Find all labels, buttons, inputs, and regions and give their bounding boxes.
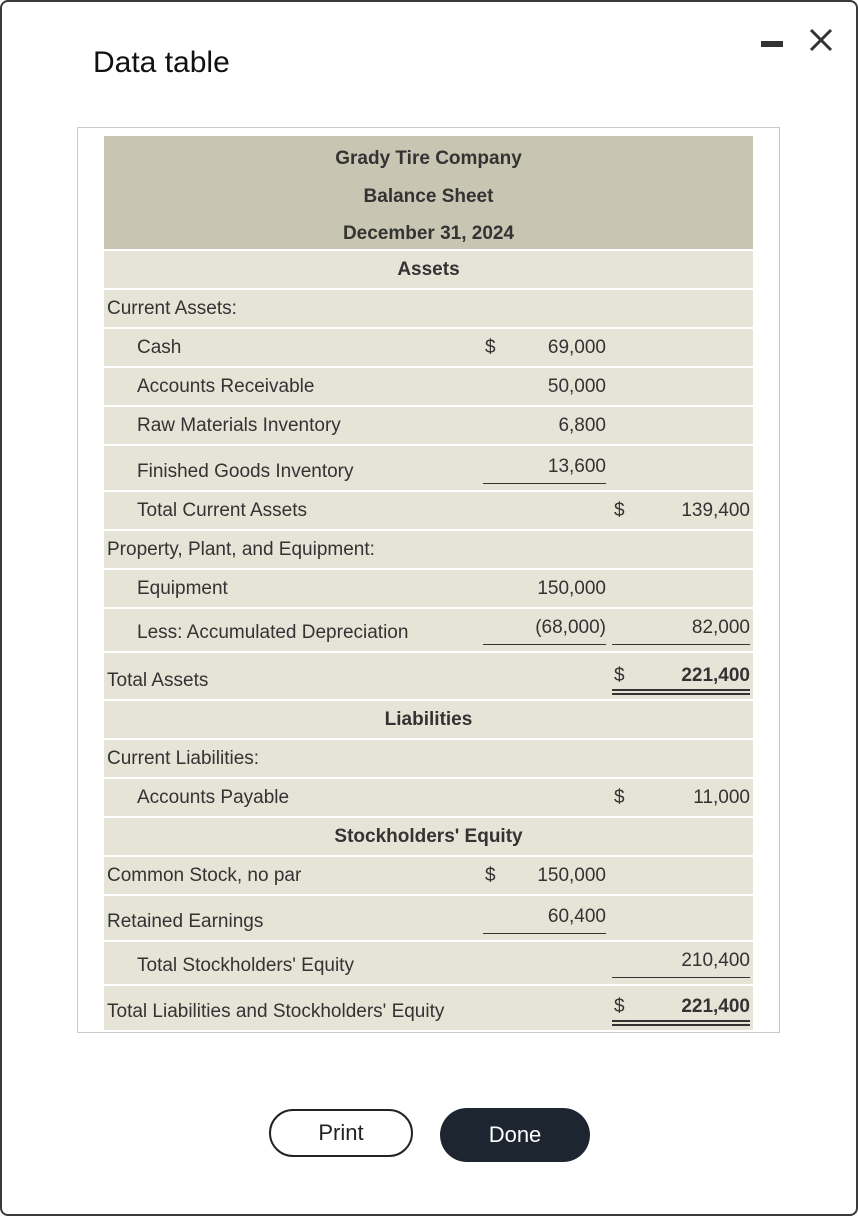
total-assets-double-underline [612, 689, 750, 695]
current-liabilities-label: Current Liabilities: [107, 748, 260, 769]
tca-value: 139,400 [681, 500, 750, 521]
close-icon[interactable] [805, 24, 837, 56]
equipment-row [104, 568, 753, 607]
fgi-underline [483, 483, 606, 484]
tca-dollar: $ [614, 500, 625, 521]
accum-dep-label: Less: Accumulated Depreciation [137, 622, 409, 643]
total-assets-row [104, 651, 753, 699]
ppe-label: Property, Plant, and Equipment: [107, 539, 375, 560]
total-assets-dollar: $ [614, 665, 625, 686]
accum-dep-row [104, 607, 753, 651]
rmi-label: Raw Materials Inventory [137, 415, 341, 436]
cash-dollar: $ [485, 337, 496, 358]
statement-name: Balance Sheet [363, 186, 494, 207]
total-equity-value: 210,400 [681, 950, 750, 971]
total-equity-row [104, 940, 753, 984]
equipment-value: 150,000 [537, 578, 606, 599]
total-equity-label: Total Stockholders' Equity [137, 955, 354, 976]
total-le-dollar: $ [614, 996, 625, 1017]
retained-row [104, 894, 753, 940]
cash-row [104, 327, 753, 366]
rmi-value: 6,800 [558, 415, 606, 436]
cash-label: Cash [137, 337, 182, 358]
total-le-double-underline [612, 1020, 750, 1026]
net-ppe-value: 82,000 [691, 617, 750, 638]
current-assets-row [104, 288, 753, 327]
cash-value: 69,000 [547, 337, 606, 358]
minimize-icon[interactable] [761, 41, 783, 47]
ppe-row [104, 529, 753, 568]
common-stock-value: 150,000 [537, 865, 606, 886]
total-assets-value: 221,400 [681, 665, 750, 686]
accum-dep-underline [483, 644, 606, 645]
total-assets-label: Total Assets [107, 670, 209, 691]
fgi-value: 13,600 [547, 456, 606, 477]
ap-row [104, 777, 753, 816]
ap-value: 11,000 [693, 787, 750, 808]
liabilities-heading-row [104, 699, 753, 738]
liabilities-heading: Liabilities [384, 709, 473, 730]
common-stock-label: Common Stock, no par [107, 865, 302, 886]
net-ppe-underline [612, 644, 750, 645]
total-le-label: Total Liabilities and Stockholders' Equity [107, 1001, 445, 1022]
total-equity-underline [612, 977, 750, 978]
tca-row [104, 490, 753, 529]
retained-underline [483, 933, 606, 934]
assets-heading-row [104, 249, 753, 288]
current-assets-label: Current Assets: [107, 298, 237, 319]
balance-sheet [104, 136, 753, 1030]
rmi-row [104, 405, 753, 444]
tca-label: Total Current Assets [137, 500, 308, 521]
current-liabilities-row [104, 738, 753, 777]
ar-label: Accounts Receivable [137, 376, 315, 397]
retained-value: 60,400 [547, 906, 606, 927]
total-le-value: 221,400 [681, 996, 750, 1017]
equipment-label: Equipment [137, 578, 228, 599]
ap-label: Accounts Payable [137, 787, 290, 808]
company-name: Grady Tire Company [335, 148, 522, 169]
statement-date: December 31, 2024 [342, 223, 515, 244]
print-button[interactable]: Print [269, 1109, 413, 1157]
sheet-header [104, 136, 753, 249]
fgi-label: Finished Goods Inventory [137, 461, 354, 482]
common-stock-dollar: $ [485, 865, 496, 886]
ar-value: 50,000 [547, 376, 606, 397]
retained-label: Retained Earnings [107, 911, 264, 932]
assets-heading: Assets [397, 259, 460, 280]
ap-dollar: $ [614, 787, 625, 808]
fgi-row [104, 444, 753, 490]
ar-row [104, 366, 753, 405]
common-stock-row [104, 855, 753, 894]
equity-heading: Stockholders' Equity [334, 826, 523, 847]
total-le-row [104, 984, 753, 1030]
dialog-title: Data table [93, 46, 230, 79]
equity-heading-row [104, 816, 753, 855]
accum-dep-value: (68,000) [535, 617, 606, 638]
done-button[interactable]: Done [440, 1108, 590, 1162]
